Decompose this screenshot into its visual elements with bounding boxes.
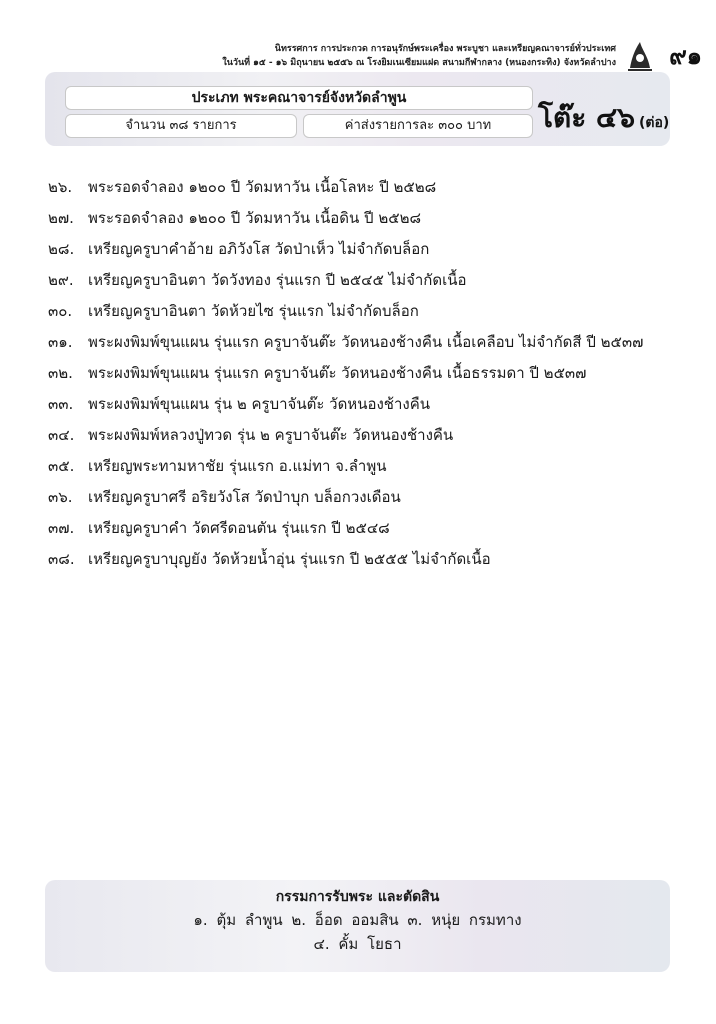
list-item — [48, 455, 698, 486]
item-number: ๒๙. — [48, 271, 74, 289]
item-number: ๓๒. — [48, 364, 73, 382]
item-text: เหรียญพระทามหาชัย รุ่นแรก อ.แม่ทา จ.ลำพูน — [88, 457, 387, 475]
item-number: ๓๖. — [48, 488, 73, 506]
item-text: เหรียญครูบาบุญยัง วัดห้วยน้ำอุ่น รุ่นแรก ปี ๒๕๕๕ ไม่จำกัดเนื้อ — [88, 550, 491, 568]
item-number: ๒๗. — [48, 209, 74, 227]
continued-label: (ต่อ) — [638, 115, 670, 131]
item-number: ๓๗. — [48, 519, 75, 537]
table-label: โต๊ะ ๔๖ — [538, 101, 635, 134]
list-item — [48, 238, 698, 269]
page-number: ๙๑ — [669, 42, 702, 70]
list-item — [48, 486, 698, 517]
list-item — [48, 300, 698, 331]
item-text: พระรอดจำลอง ๑๒๐๐ ปี วัดมหาวัน เนื้อดิน ปี ๒๕๒๘ — [88, 209, 422, 227]
item-number: ๓๔. — [48, 426, 75, 444]
category-title: ประเภท พระคณาจารย์จังหวัดลำพูน — [65, 86, 533, 110]
event-header — [146, 42, 616, 70]
item-number: ๓๘. — [48, 550, 75, 568]
entry-fee: ค่าส่งรายการละ ๓๐๐ บาท — [303, 114, 533, 138]
list-item — [48, 517, 698, 548]
item-number: ๒๖. — [48, 178, 73, 196]
committee-title: กรรมการรับพระ และตัดสิน — [275, 889, 440, 905]
list-item — [48, 269, 698, 300]
item-text: เหรียญครูบาคำอ้าย อภิวังโส วัดป่าเห็ว ไม่จำกัดบล็อก — [88, 240, 430, 258]
committee-members-line-2: ๔. คั้ม โยธา — [313, 935, 402, 953]
emblem-icon — [626, 38, 654, 72]
item-number: ๓๓. — [48, 395, 74, 413]
list-item — [48, 207, 698, 238]
list-item — [48, 331, 698, 362]
item-text: เหรียญครูบาคำ วัดศรีดอนตัน รุ่นแรก ปี ๒๕๔๘ — [88, 519, 390, 537]
item-count: จำนวน ๓๘ รายการ — [65, 114, 297, 138]
item-number: ๓๑. — [48, 333, 73, 351]
item-text: เหรียญครูบาอินตา วัดห้วยไซ รุ่นแรก ไม่จำกัดบล็อก — [88, 302, 419, 320]
item-number: ๒๘. — [48, 240, 75, 258]
item-text: พระผงพิมพ์ขุนแผน รุ่น ๒ ครูบาจันต๊ะ วัดหนองช้างคืน — [88, 395, 430, 413]
item-text: เหรียญครูบาศรี อริยวังโส วัดป่าบุก บล็อกวงเดือน — [88, 488, 401, 506]
item-number: ๓๐. — [48, 302, 73, 320]
item-text: พระผงพิมพ์ขุนแผน รุ่นแรก ครูบาจันต๊ะ วัดหนองช้างคืน เนื้อธรรมดา ปี ๒๕๓๗ — [88, 364, 587, 382]
list-item — [48, 393, 698, 424]
list-item — [48, 424, 698, 455]
item-text: เหรียญครูบาอินตา วัดวังทอง รุ่นแรก ปี ๒๕๔๕ ไม่จำกัดเนื้อ — [88, 271, 467, 289]
committee-members-line-1: ๑. ตุ้ม ลำพูน ๒. อ็อด ออมสิน ๓. หนุ่ย กรมทาง — [193, 911, 522, 929]
event-line: นิทรรศการ การประกวด การอนุรักษ์พระเครื่อง พระบูชา และเหรียญคณาจารย์ทั่วประเทศ — [274, 44, 616, 54]
list-item — [48, 176, 698, 207]
table-number — [538, 96, 669, 140]
item-text: พระผงพิมพ์ขุนแผน รุ่นแรก ครูบาจันต๊ะ วัดหนองช้างคืน เนื้อเคลือบ ไม่จำกัดสี ปี ๒๕๓๗ — [88, 333, 644, 351]
event-date-line: ในวันที่ ๑๕ - ๑๖ มิถุนายน ๒๕๕๖ ณ โรงยิมเนเซียมแฝด สนามกีฬากลาง (หนองกระทิง) จังหวัดลำปาง — [222, 58, 616, 68]
item-number: ๓๕. — [48, 457, 75, 475]
item-list — [48, 176, 698, 579]
item-text: พระผงพิมพ์หลวงปู่ทวด รุ่น ๒ ครูบาจันต๊ะ วัดหนองช้างคืน — [88, 426, 454, 444]
item-text: พระรอดจำลอง ๑๒๐๐ ปี วัดมหาวัน เนื้อโลหะ ปี ๒๕๒๘ — [88, 178, 437, 196]
list-item — [48, 362, 698, 393]
list-item — [48, 548, 698, 579]
committee-banner — [45, 880, 670, 972]
